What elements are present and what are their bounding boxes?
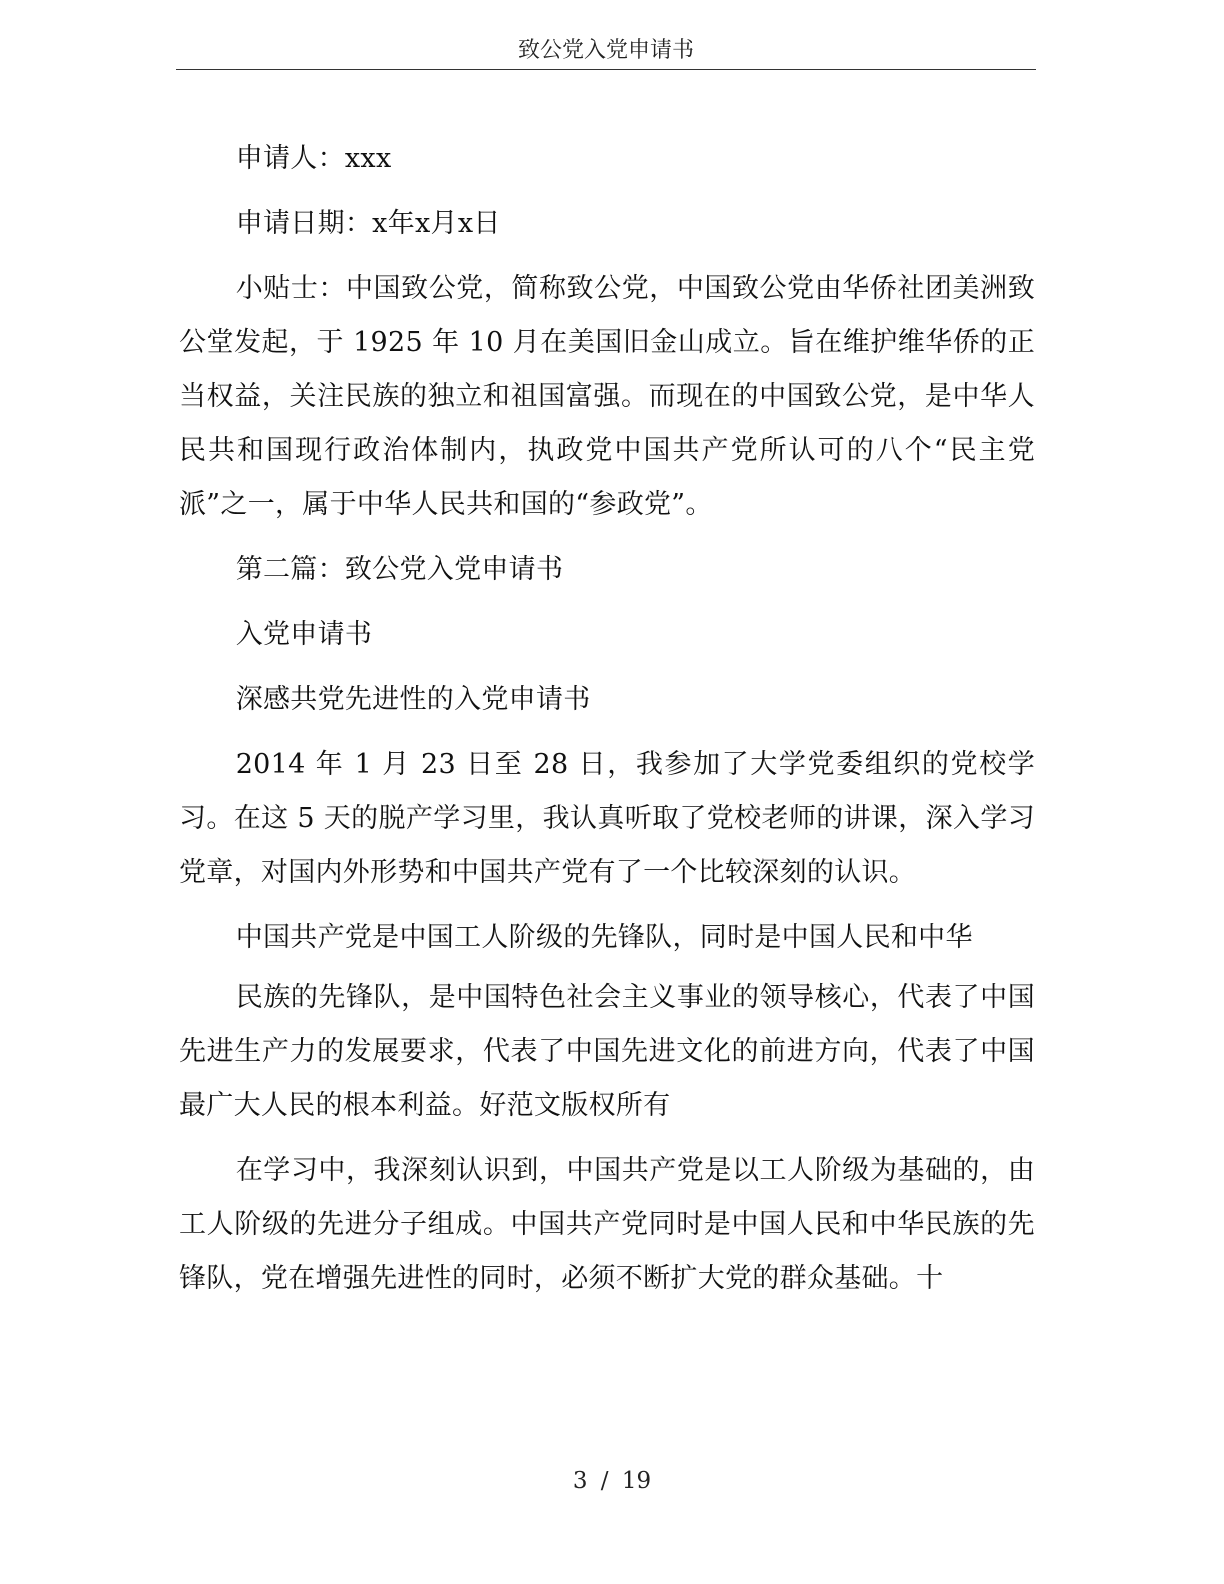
document-heading: 入党申请书 [235,619,373,650]
section-title: 第二篇：致公党入党申请书 [235,554,564,585]
body-paragraph: 2014 年 1 月 23 日至 28 日，我参加了大学党委组织的党校学习。在这 5 天的脱产学习里，我认真听取了党校老师的讲课，深入学习党章，对国内外形势和中国共产党有了一个比较深刻的认识。 [179,749,1035,888]
header-divider [176,69,1036,70]
tips-paragraph: 小贴士：中国致公党，简称致公党，中国致公党由华侨社团美洲致公堂发起，于 1925 年 10 月在美国旧金山成立。旨在维护维华侨的正当权益，关注民族的独立和祖国富强。而现在的中国致公党，是中华人民共和国现行政治体制内，执政党中国共产党所认可的八个“民主党派”之一，属于中华人民共和国的“参政党”。 [179,273,1035,520]
document-body [179,132,1035,1317]
body-paragraph: 在学习中，我深刻认识到，中国共产党是以工人阶级为基础的，由工人阶级的先进分子组成。中国共产党同时是中国人民和中华民族的先锋队，党在增强先进性的同时，必须不断扩大党的群众基础。十 [179,1155,1035,1294]
body-paragraph: 中国共产党是中国工人阶级的先锋队，同时是中国人民和中华 [235,922,973,953]
page-number: 3 / 19 [572,1468,652,1494]
page-header-title: 致公党入党申请书 [517,38,694,63]
document-subheading: 深感共党先进性的入党申请书 [235,684,591,715]
body-paragraph: 民族的先锋队，是中国特色社会主义事业的领导核心，代表了中国先进生产力的发展要求，代表了中国先进文化的前进方向，代表了中国最广大人民的根本利益。好范文版权所有 [179,982,1035,1121]
applicant-line: 申请人：xxx [235,143,392,174]
application-date-line: 申请日期：x年x月x日 [235,208,501,239]
